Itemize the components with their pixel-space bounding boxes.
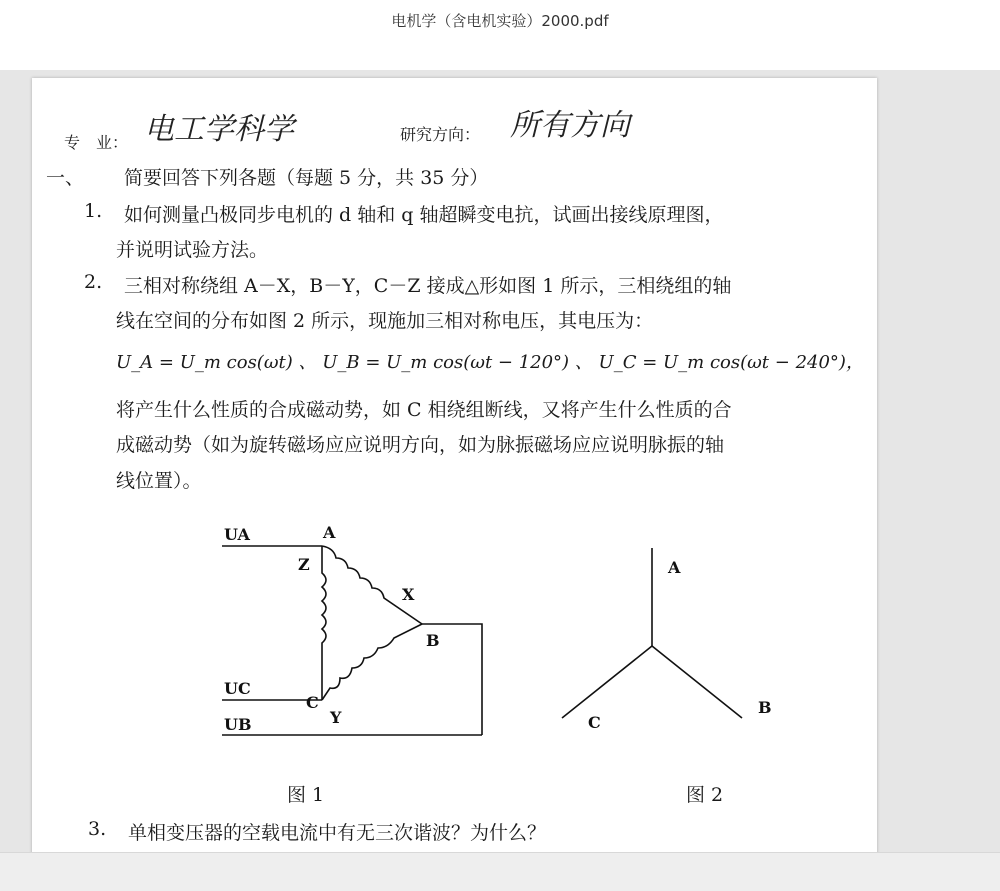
q3-number: 3. bbox=[88, 818, 107, 840]
major-handwritten: 电工学科学 bbox=[144, 112, 294, 147]
pdf-page bbox=[32, 78, 877, 852]
label-y: Y bbox=[330, 708, 342, 727]
figure2-diagram bbox=[542, 548, 782, 738]
figure1-labels bbox=[224, 523, 440, 734]
section-number: 一、 bbox=[46, 167, 85, 189]
section-heading: 简要回答下列各题（每题 5 分，共 35 分） bbox=[124, 167, 489, 189]
q1-number: 1. bbox=[84, 200, 103, 222]
q2-line2: 线在空间的分布如图 2 所示，现施加三相对称电压，其电压为： bbox=[116, 310, 654, 332]
pdf-viewer[interactable] bbox=[0, 70, 1000, 852]
q2-number: 2. bbox=[84, 271, 103, 293]
label-ub: UB bbox=[224, 715, 252, 734]
label-b: B bbox=[426, 631, 440, 650]
label-z: Z bbox=[298, 555, 310, 574]
figure1-diagram bbox=[212, 518, 512, 748]
q2-line6: 线位置）。 bbox=[116, 470, 202, 492]
figure2-caption: 图 2 bbox=[686, 784, 724, 806]
q1-line2: 并说明试验方法。 bbox=[116, 239, 269, 261]
label-c: C bbox=[306, 693, 319, 712]
q3-line1: 单相变压器的空载电流中有无三次谐波？为什么？ bbox=[128, 822, 547, 844]
axis-b-label: B bbox=[758, 698, 772, 717]
label-uc: UC bbox=[224, 679, 251, 698]
q2-line5: 成磁动势（如为旋转磁场应应说明方向，如为脉振磁场应应说明脉振的轴 bbox=[116, 434, 725, 456]
q2-line1: 三相对称绕组 A－X，B－Y，C－Z 接成△形如图 1 所示，三相绕组的轴 bbox=[124, 275, 732, 297]
axis-a-label: A bbox=[668, 558, 681, 577]
document-title: 电机学（含电机实验）2000.pdf bbox=[391, 12, 609, 30]
axis-c-label: C bbox=[588, 713, 601, 732]
label-ua: UA bbox=[224, 525, 250, 544]
label-a: A bbox=[323, 523, 336, 542]
q2-line4: 将产生什么性质的合成磁动势，如 C 相绕组断线，又将产生什么性质的合 bbox=[116, 399, 732, 421]
title-bar bbox=[0, 0, 1000, 70]
q2-formula: U_A = U_m cos(ωt) 、 U_B = U_m cos(ωt − 120°) 、 U_C = U_m cos(ωt − 240°)， bbox=[116, 352, 864, 373]
direction-label: 研究方向： bbox=[400, 125, 481, 144]
major-label: 专 业： bbox=[64, 133, 129, 152]
figure1-caption: 图 1 bbox=[287, 784, 325, 806]
label-x: X bbox=[402, 585, 415, 604]
direction-handwritten: 所有方向 bbox=[510, 108, 630, 143]
bottom-toolbar bbox=[0, 852, 1000, 891]
q1-line1: 如何测量凸极同步电机的 d 轴和 q 轴超瞬变电抗，试画出接线原理图， bbox=[124, 204, 724, 226]
